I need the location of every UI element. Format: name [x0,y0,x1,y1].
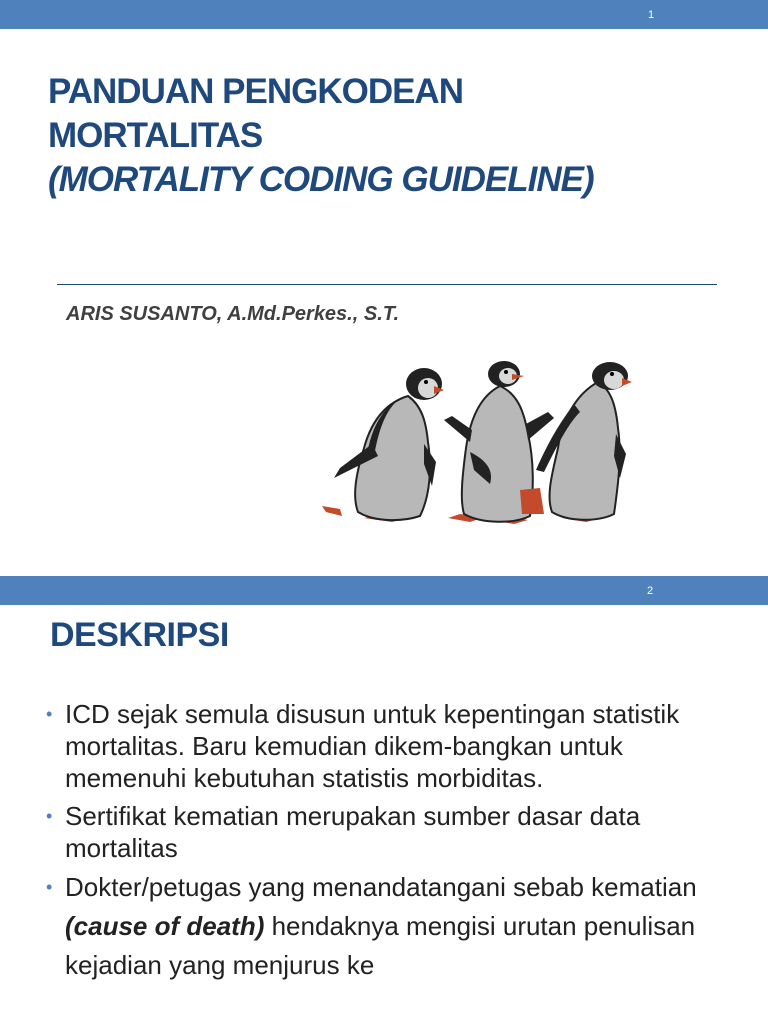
title-line: PANDUAN PENGKODEAN [48,72,463,111]
title-divider [57,284,717,285]
slide-heading: DESKRIPSI [50,616,229,654]
slide-title [48,70,594,202]
penguins-illustration-icon [312,356,632,536]
bullet-icon: • [46,877,53,897]
slide-number: 2 [647,585,654,597]
bullet-text: Sertifikat kematian merupakan sumber dasar data mortalitas [65,801,641,863]
bullet-text: hendaknya mengisi urutan penulisan kejadian yang menjurus ke [65,911,696,980]
slide-header-bar [0,576,768,605]
list-item [46,868,746,985]
bullet-emphasis: (cause of death) [65,911,265,941]
title-subtitle: (MORTALITY CODING GUIDELINE) [48,160,594,199]
list-item [46,800,746,864]
list-item [46,698,746,794]
bullet-icon: • [46,704,53,724]
penguin-icon [520,362,632,522]
author-name: ARIS SUSANTO, A.Md.Perkes., S.T. [66,303,400,325]
penguin-icon [322,368,444,522]
bullet-text: Dokter/petugas yang menandatangani sebab kematian [65,872,697,902]
slide-number: 1 [648,9,655,21]
title-line: MORTALITAS [48,116,263,155]
bullet-list [46,698,746,991]
bullet-text: ICD sejak semula disusun untuk kepentingan statistik mortalitas. Baru kemudian dikem-bangkan untuk memenuhi kebutuhan statistis morbiditas. [65,699,680,793]
slide-header-bar [0,0,768,29]
bullet-icon: • [46,806,53,826]
slide-2 [0,576,768,1024]
